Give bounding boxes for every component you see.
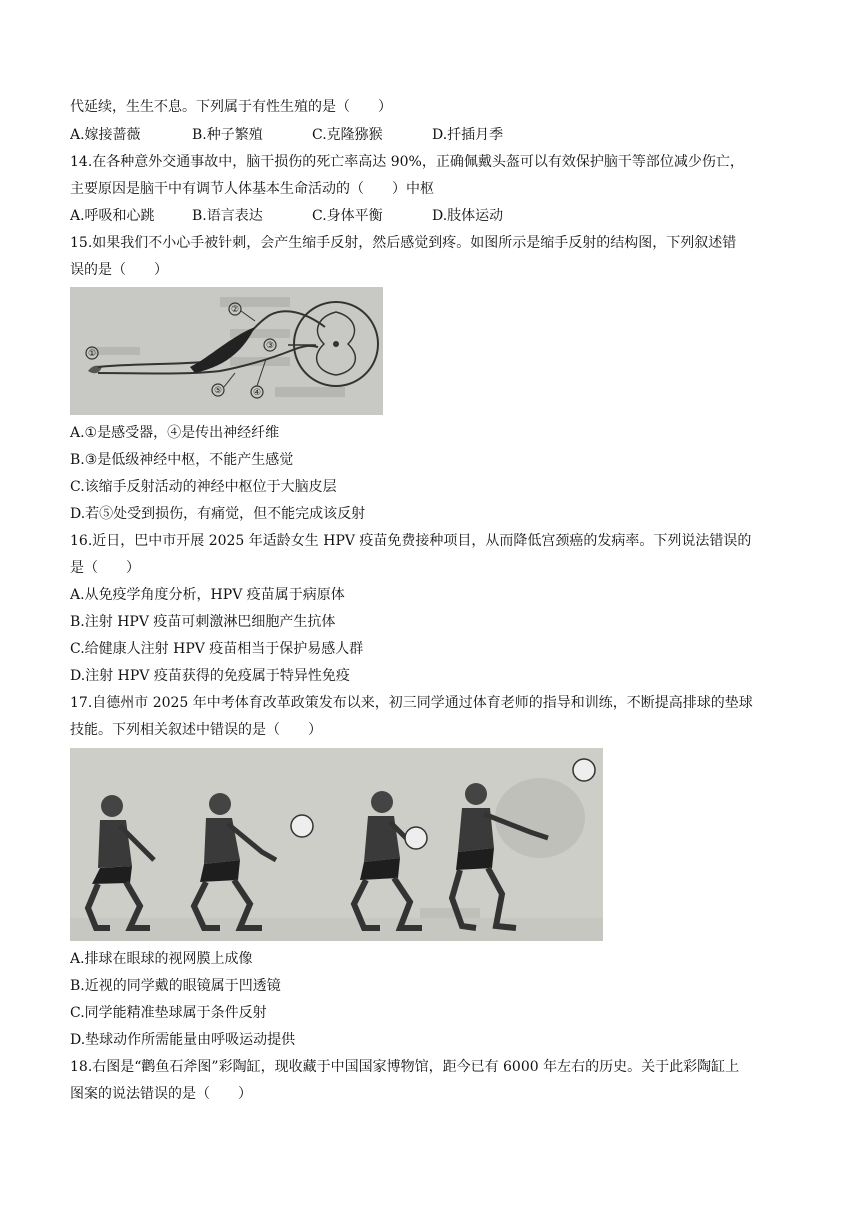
q17-stem-line1: 17.自德州市 2025 年中考体育改革政策发布以来，初三同学通过体育老师的指导和训练，不断提高排球的垫球	[70, 695, 753, 711]
q15-option-b: B.③是低级神经中枢，不能产生感觉	[70, 452, 294, 468]
reflex-label-1: ①	[87, 349, 97, 359]
q13-option-c: C.克隆猕猴	[312, 127, 383, 143]
q17-option-c: C.同学能精准垫球属于条件反射	[70, 1005, 267, 1021]
q17-option-a: A.排球在眼球的视网膜上成像	[70, 951, 253, 967]
reflex-arc-figure	[70, 287, 383, 415]
q16-option-c: C.给健康人注射 HPV 疫苗相当于保护易感人群	[70, 641, 364, 657]
q13-option-b: B.种子繁殖	[192, 127, 263, 143]
volleyball-figure	[70, 748, 603, 941]
reflex-label-3: ③	[265, 341, 275, 351]
q15-option-c: C.该缩手反射活动的神经中枢位于大脑皮层	[70, 479, 337, 495]
q14-stem-line1: 14.在各种意外交通事故中，脑干损伤的死亡率高达 90%，正确佩戴头盔可以有效保护脑干等部位减少伤亡，	[70, 154, 744, 170]
q15-option-d: D.若⑤处受到损伤，有痛觉，但不能完成该反射	[70, 506, 366, 522]
q16-option-d: D.注射 HPV 疫苗获得的免疫属于特异性免疫	[70, 668, 350, 684]
q14-option-b: B.语言表达	[192, 208, 263, 224]
q14-option-c: C.身体平衡	[312, 208, 383, 224]
q13-options	[70, 126, 770, 144]
volleyball-sequence-image	[70, 748, 603, 941]
q15-stem-line1: 15.如果我们不小心手被针刺，会产生缩手反射，然后感觉到疼。如图所示是缩手反射的结构图，下列叙述错	[70, 235, 737, 251]
q17-option-d: D.垫球动作所需能量由呼吸运动提供	[70, 1032, 296, 1048]
q17-option-b: B.近视的同学戴的眼镜属于凹透镜	[70, 978, 281, 994]
q17-stem-line2: 技能。下列相关叙述中错误的是（ ）	[70, 722, 322, 738]
q16-option-b: B.注射 HPV 疫苗可刺激淋巴细胞产生抗体	[70, 614, 336, 630]
q14-stem-line2: 主要原因是脑干中有调节人体基本生命活动的（ ）中枢	[70, 181, 434, 197]
q18-stem-line2: 图案的说法错误的是（ ）	[70, 1086, 252, 1102]
q18-stem-line1: 18.右图是“鹳鱼石斧图”彩陶缸，现收藏于中国国家博物馆，距今已有 6000 年左右的历史。关于此彩陶缸上	[70, 1059, 740, 1075]
reflex-label-2: ②	[230, 305, 240, 315]
q15-stem-line2: 误的是（ ）	[70, 262, 168, 278]
q14-options	[70, 207, 770, 225]
q13-option-d: D.扦插月季	[432, 127, 504, 143]
q16-stem-line2: 是（ ）	[70, 560, 140, 576]
q16-stem-line1: 16.近日，巴中市开展 2025 年适龄女生 HPV 疫苗免费接种项目，从而降低宫颈癌的发病率。下列说法错误的	[70, 533, 752, 549]
reflex-arc-diagram	[70, 287, 383, 415]
q14-option-d: D.肢体运动	[432, 208, 504, 224]
q13-option-a: A.嫁接蔷薇	[70, 127, 141, 143]
reflex-label-5: ⑤	[213, 386, 223, 396]
q15-option-a: A.①是感受器，④是传出神经纤维	[70, 425, 280, 441]
q13-text: 代延续，生生不息。下列属于有性生殖的是（ ）	[70, 99, 392, 115]
reflex-label-4: ④	[252, 388, 262, 398]
q16-option-a: A.从免疫学角度分析，HPV 疫苗属于病原体	[70, 587, 345, 603]
q14-option-a: A.呼吸和心跳	[70, 208, 155, 224]
